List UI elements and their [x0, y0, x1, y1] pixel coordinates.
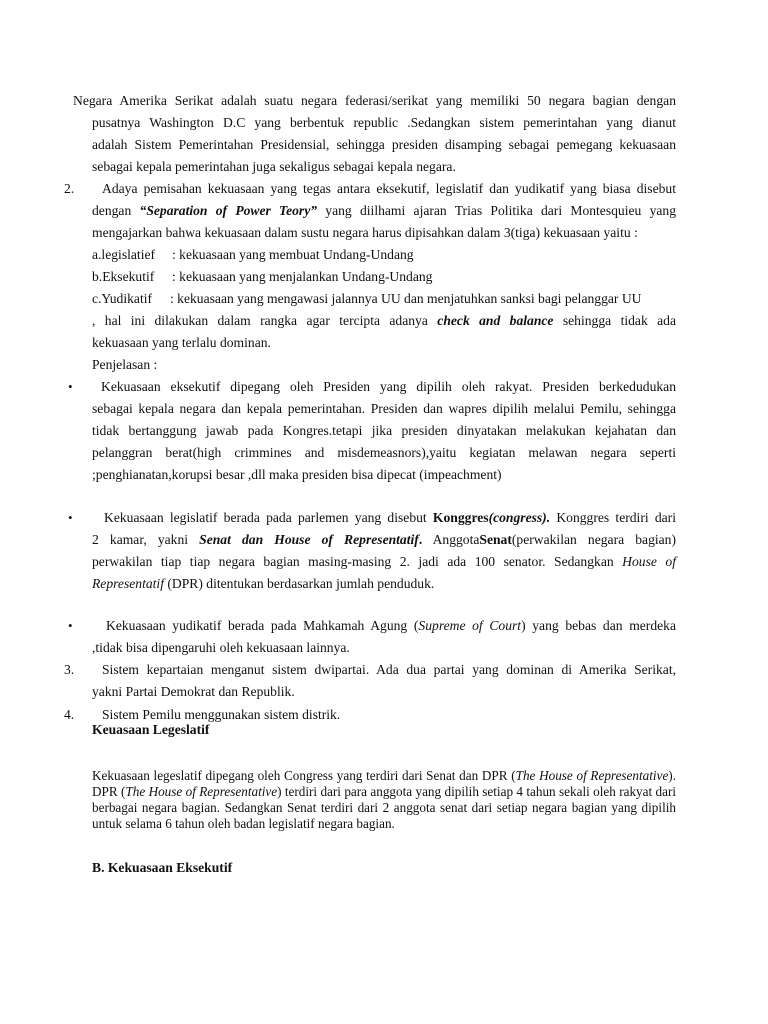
- item2-line-1: Adaya pemisahan kekuasaan yang tegas antara eksekutif, legislatif dan yudikatif yang biasa disebut: [102, 181, 676, 196]
- bullet-item-legislatif: • Kekuasaan legislatif berada pada parlemen yang disebut Konggres(congress). Konggres terdiri dari 2 kamar, yakni Senat dan House of Representatif. AnggotaSenat(perwakilan negara bagian) perwakilan tiap tiap negara bagian masing-masing 2. jadi ada 100 senator. Sedangkan House of Representatif (DPR) ditentukan berdasarkan jumlah penduduk.: [68, 507, 676, 595]
- item2-cont-line-2: kekuasaan yang terlalu dominan.: [92, 335, 271, 350]
- item2-sub-b: b.Eksekutif : kekuasaan yang menjalankan Undang-Undang: [92, 269, 433, 284]
- intro-paragraph: [73, 90, 676, 178]
- section-heading-eksekutif: B. Kekuasaan Eksekutif: [92, 860, 233, 875]
- intro-line-1: Negara Amerika Serikat adalah suatu negara federasi/serikat yang memiliki 50 negara bagian dengan: [73, 93, 676, 108]
- item2-sub-a: a.legislatief : kekuasaan yang membuat Undang-Undang: [92, 247, 414, 262]
- list-item-2: [64, 178, 676, 376]
- item2-cont-line: , hal ini dilakukan dalam rangka agar tercipta adanya check and balance sehingga tidak ada: [92, 313, 676, 328]
- list-number: 3.: [64, 662, 75, 677]
- list-item-3: 3. Sistem kepartaian menganut sistem dwipartai. Ada dua partai yang dominan di Amerika Serikat, yakni Partai Demokrat dan Republik.: [64, 659, 676, 703]
- list-item-4: 4. Sistem Pemilu menggunakan sistem distrik.: [64, 704, 676, 726]
- intro-line-3: adalah Sistem Pemerintahan Presidensial, sehingga presiden disamping sebagai pemegang kekuasaan: [92, 137, 676, 152]
- bullet-symbol: •: [68, 510, 73, 525]
- separation-of-power-term: “Separation of Power Teory”: [139, 203, 318, 218]
- item2-line-2: dengan “Separation of Power Teory” yang diilhami ajaran Trias Politika dari Montesquieu yang: [92, 203, 677, 218]
- bullet-item-eksekutif: • Kekuasaan eksekutif dipegang oleh Presiden yang dipilih oleh rakyat. Presiden berkedudukan sebagai kepala negara dan kepala pemerintahan. Presiden dan wapres dipilih melalui Pemilu, sehingga tidak bertanggung jawab pada Kongres.tetapi jika presiden dinyatakan melakukan kejahatan dan pelanggran berat(high crimmines and misdemeasnors),yaitu kegiatan melawan negara seperti ;penghianatan,korupsi besar ,dll maka presiden bisa dipecat (impeachment): [68, 376, 676, 486]
- penjelasan-label: Penjelasan :: [92, 357, 158, 372]
- section-heading-legislatif: Keuasaan Legeslatif: [92, 722, 210, 737]
- konggres-term: Konggres: [432, 510, 489, 525]
- supreme-court-term: Supreme of Court: [418, 618, 522, 633]
- senat-house-term: Senat dan House of Representatif: [199, 532, 419, 547]
- intro-line-4: sebagai kepala pemerintahan juga sekaligus sebagai kepala negara.: [92, 159, 456, 174]
- bullet-symbol: •: [68, 618, 73, 633]
- list-number: 4.: [64, 707, 75, 722]
- bullet-symbol: •: [68, 379, 73, 394]
- item2-line-3: mengajarkan bahwa kekuasaan dalam sustu negara harus dipisahkan dalam 3(tiga) kekuasaan yaitu :: [92, 225, 638, 240]
- list-number: 2.: [64, 181, 75, 196]
- legislatif-paragraph: Kekuasaan legeslatif dipegang oleh Congress yang terdiri dari Senat dan DPR (The House of Representative). DPR (The House of Representative) terdiri dari para anggota yang dipilih setiap 4 tahun sekali oleh rakyat dari berbagai negara bagian. Sedangkan Senat terdiri dari 2 anggota senat dari setiap negara bagian yang dipilih untuk selama 6 tahun oleh badan legislatif negara bagian.: [92, 768, 677, 831]
- check-and-balance-term: check and balance: [437, 313, 554, 328]
- intro-line-2: pusatnya Washington D.C yang berbentuk republic .Sedangkan sistem pemerintahan yang dianut: [92, 115, 676, 130]
- item2-sub-c: c.Yudikatif : kekuasaan yang mengawasi jalannya UU dan menjatuhkan sanksi bagi pelanggar UU: [92, 291, 642, 306]
- bullet-item-yudikatif: • Kekuasaan yudikatif berada pada Mahkamah Agung (Supreme of Court) yang bebas dan merdeka ,tidak bisa dipengaruhi oleh kekuasaan lainnya.: [68, 615, 676, 659]
